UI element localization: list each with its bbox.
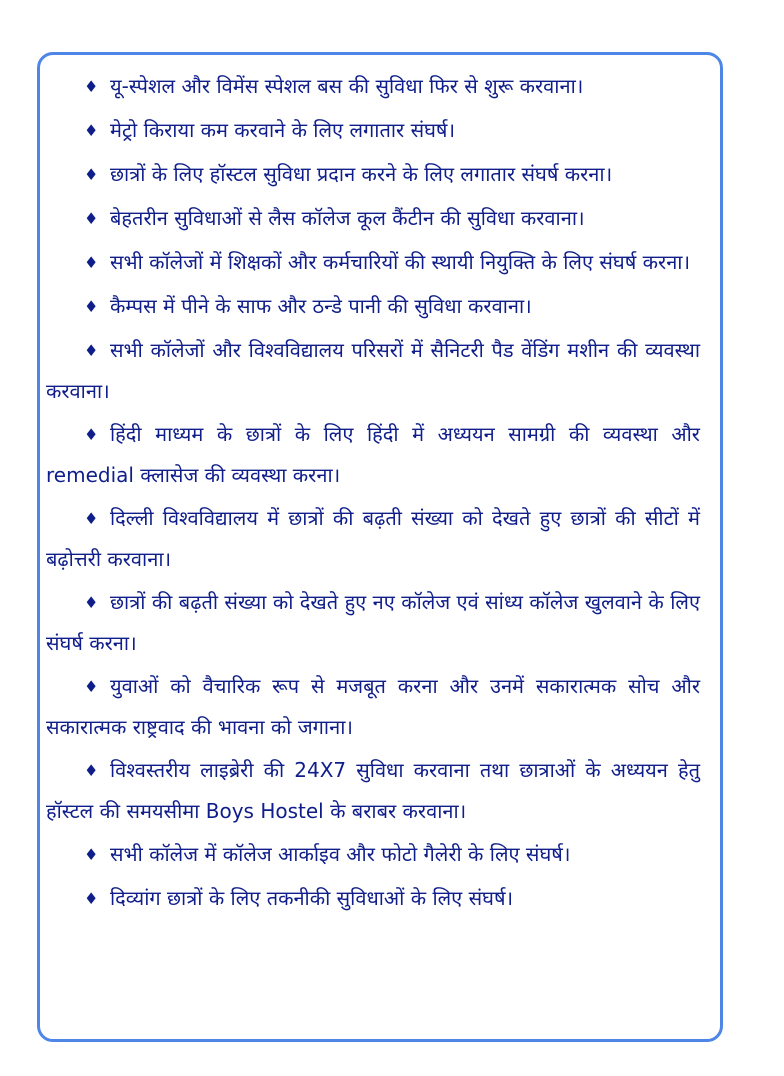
list-item-text: युवाओं को वैचारिक रूप से मजबूत करना और उनमें सकारात्मक सोच और सकारात्मक राष्ट्रवाद की भावना को जगाना। [46, 674, 700, 739]
list-item [46, 154, 700, 195]
diamond-bullet-icon: ♦ [84, 77, 99, 96]
list-item-text: विश्वस्तरीय लाइब्रेरी की 24X7 सुविधा करवाना तथा छात्राओं के अध्ययन हेतु हॉस्टल की समयसीमा Boys Hostel के बराबर करवाना। [46, 758, 700, 823]
list-item [46, 110, 700, 151]
list-item-text: सभी कॉलेज में कॉलेज आर्काइव और फोटो गैलेरी के लिए संघर्ष। [110, 842, 571, 866]
list-item-text: छात्रों के लिए हॉस्टल सुविधा प्रदान करने के लिए लगातार संघर्ष करना। [110, 162, 613, 186]
list-item-text: मेट्रो किराया कम करवाने के लिए लगातार संघर्ष। [110, 118, 456, 142]
list-item [46, 834, 700, 875]
diamond-bullet-icon: ♦ [84, 165, 99, 184]
list-item [46, 242, 700, 283]
list-item-text: दिल्ली विश्वविद्यालय में छात्रों की बढ़ती संख्या को देखते हुए छात्रों की सीटों में बढ़ोत्तरी करवाना। [46, 506, 700, 571]
diamond-bullet-icon: ♦ [84, 209, 99, 228]
list-item [46, 582, 700, 663]
list-item-text: सभी कॉलेजों में शिक्षकों और कर्मचारियों की स्थायी नियुक्ति के लिए संघर्ष करना। [110, 250, 691, 274]
list-item-text: छात्रों की बढ़ती संख्या को देखते हुए नए कॉलेज एवं सांध्य कॉलेज खुलवाने के लिए संघर्ष करना। [46, 590, 700, 655]
list-item [46, 666, 700, 747]
list-item [46, 878, 700, 919]
diamond-bullet-icon: ♦ [84, 889, 99, 908]
list-item [46, 198, 700, 239]
diamond-bullet-icon: ♦ [84, 297, 99, 316]
list-item-text: दिव्यांग छात्रों के लिए तकनीकी सुविधाओं के लिए संघर्ष। [110, 886, 514, 910]
list-item [46, 498, 700, 579]
diamond-bullet-icon: ♦ [84, 253, 99, 272]
list-item [46, 66, 700, 107]
list-item-text: हिंदी माध्यम के छात्रों के लिए हिंदी में अध्ययन सामग्री की व्यवस्था और remedial क्लासेज की व्यवस्था करना। [46, 422, 700, 487]
list-item [46, 286, 700, 327]
list-item-text: बेहतरीन सुविधाओं से लैस कॉलेज कूल कैंटीन की सुविधा करवाना। [110, 206, 585, 230]
list-item-text: यू-स्पेशल और विमेंस स्पेशल बस की सुविधा फिर से शुरू करवाना। [110, 74, 584, 98]
diamond-bullet-icon: ♦ [84, 593, 99, 612]
list-item-text: कैम्पस में पीने के साफ और ठन्डे पानी की सुविधा करवाना। [110, 294, 532, 318]
diamond-bullet-icon: ♦ [84, 761, 99, 780]
diamond-bullet-icon: ♦ [84, 677, 99, 696]
demands-list [46, 66, 700, 922]
diamond-bullet-icon: ♦ [84, 845, 99, 864]
list-item [46, 330, 700, 411]
diamond-bullet-icon: ♦ [84, 509, 99, 528]
list-item [46, 414, 700, 495]
list-item-text: सभी कॉलेजों और विश्वविद्यालय परिसरों में सैनिटरी पैड वेंडिंग मशीन की व्यवस्था करवाना। [46, 338, 700, 403]
diamond-bullet-icon: ♦ [84, 121, 99, 140]
list-item [46, 750, 700, 831]
diamond-bullet-icon: ♦ [84, 341, 99, 360]
diamond-bullet-icon: ♦ [84, 425, 99, 444]
